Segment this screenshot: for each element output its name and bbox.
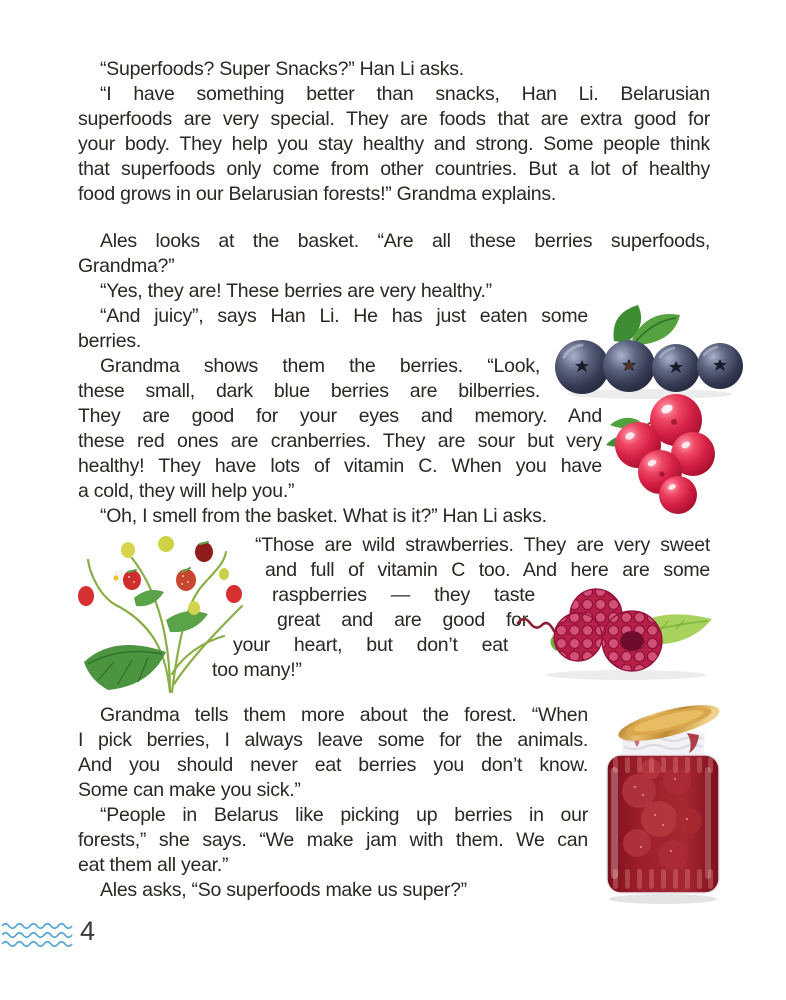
bilberries-photo — [552, 303, 748, 406]
raspberries-photo — [516, 585, 722, 688]
text-line: and full of vitamin C too. And here are some — [265, 559, 710, 581]
berry-jam-jar-photo — [601, 703, 725, 910]
text-line: Grandma tells them more about the forest. “When — [100, 704, 588, 726]
text-line: food grows in our Belarusian forests!” Grandma explains. — [78, 183, 557, 205]
text-line: these small, dark blue berries are bilberries. — [78, 380, 540, 402]
text-line: eat them all year.” — [78, 854, 229, 876]
text-line: “I have something better than snacks, Han Li. Belarusian — [100, 83, 710, 105]
cranberries-photo — [604, 393, 718, 520]
text-line: a cold, they will help you.” — [78, 480, 295, 502]
text-line: Some can make you sick.” — [78, 779, 301, 801]
text-line: forests,” she says. “We make jam with them. We can — [78, 829, 588, 851]
text-line: your body. They help you stay healthy and strong. Some people think — [78, 133, 710, 155]
waves-decoration-icon — [2, 921, 74, 956]
text-line: And you should never eat berries you don’t know. — [78, 754, 588, 776]
text-line: superfoods are very special. They are foods that are extra good for — [78, 108, 710, 130]
text-line: “And juicy”, says Han Li. He has just eaten some — [100, 305, 588, 327]
text-line: that superfoods only come from other countries. But a lot of healthy — [78, 158, 710, 180]
page-number: 4 — [80, 916, 96, 946]
text-line: these red ones are cranberries. They are sour but very — [78, 430, 602, 452]
text-line: too many!” — [212, 659, 302, 681]
text-line: Ales asks, “So superfoods make us super?” — [100, 879, 467, 901]
text-line: They are good for your eyes and memory. And — [78, 405, 602, 427]
text-line: “People in Belarus like picking up berries in our — [100, 804, 588, 826]
story-paragraph-block-1 — [78, 57, 710, 207]
text-line: “Yes, they are! These berries are very healthy.” — [100, 280, 492, 302]
text-line: Grandma shows them the berries. “Look, — [100, 355, 540, 377]
leaf — [614, 305, 681, 345]
white-flower — [106, 570, 126, 588]
text-line: Grandma?” — [78, 255, 175, 277]
text-line: I pick berries, I always leave some for the animals. — [78, 729, 588, 751]
text-line: Ales looks at the basket. “Are all these berries superfoods, — [100, 230, 710, 252]
text-line: raspberries — they taste — [272, 584, 535, 606]
wild-strawberries-photo — [74, 534, 266, 701]
text-line: berries. — [78, 330, 142, 352]
text-line: “Superfoods? Super Snacks?” Han Li asks. — [100, 58, 464, 80]
text-line: “Those are wild strawberries. They are very sweet — [255, 534, 710, 556]
text-line: healthy! They have lots of vitamin C. When you have — [78, 455, 602, 477]
text-line: “Oh, I smell from the basket. What is it?” Han Li asks. — [100, 505, 547, 527]
text-line: great and are good for — [277, 609, 528, 631]
text-line: your heart, but don’t eat — [233, 634, 508, 656]
